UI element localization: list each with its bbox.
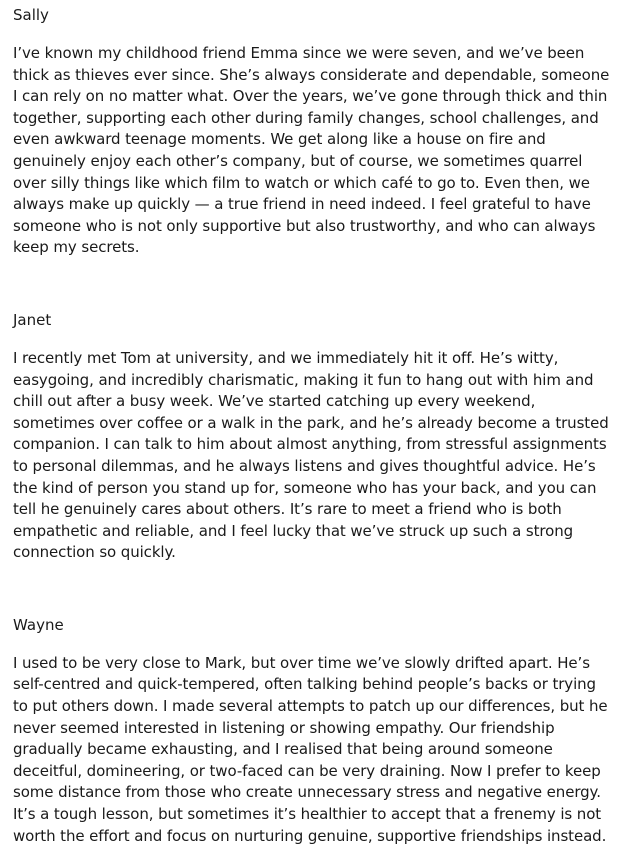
entry-text: I’ve known my childhood friend Emma since we were seven, and we’ve been thick as thieves ever since. She’s always considerate and dependable, someone I can rely on no matter what. Over the years, we’ve gone through thick and thin together, supporting each other during family changes, school challenges, and even awkward teenage moments. We get along like a house on fire and genuinely enjoy each other’s company, but of course, we sometimes quarrel over silly things like which film to watch or which café to go to. Even then, we always make up quickly — a true friend in need indeed. I feel grateful to have someone who is not only supportive but also trustworthy, and who can always keep my secrets. xyxy=(13,44,610,257)
entry-sally xyxy=(13,4,612,259)
entry-name: Wayne xyxy=(13,615,64,634)
entry-text: I recently met Tom at university, and we immediately hit it off. He’s witty, easygoing, and incredibly charismatic, making it fun to hang out with him and chill out after a busy week. We’ve started catching up every weekend, sometimes over coffee or a walk in the park, and he’s already become a trusted companion. I can talk to him about almost anything, from stressful assignments to personal dilemmas, and he always listens and gives thoughtful advice. He’s the kind of person you stand up for, someone who has your back, and you can tell he genuinely cares about others. It’s rare to meet a friend who is both empathetic and reliable, and I feel lucky that we’ve struck up such a strong connection so quickly. xyxy=(13,348,609,562)
entry-janet xyxy=(13,309,612,564)
entry-name: Janet xyxy=(13,310,52,329)
entry-wayne xyxy=(13,614,612,847)
entry-name: Sally xyxy=(13,6,49,24)
entry-text: I used to be very close to Mark, but over time we’ve slowly drifted apart. He’s self-centred and quick-tempered, often talking behind people’s backs or trying to put others down. I made several attempts to patch up our differences, but he never seemed interested in listening or showing empathy. Our friendship gradually became exhausting, and I realised that being around someone deceitful, domineering, or two-faced can be very draining. Now I prefer to keep some distance from those who create unnecessary stress and negative energy. It’s a tough lesson, but sometimes it’s healthier to accept that a frenemy is not worth the effort and focus on nurturing genuine, supportive friendships instead. xyxy=(13,653,608,845)
